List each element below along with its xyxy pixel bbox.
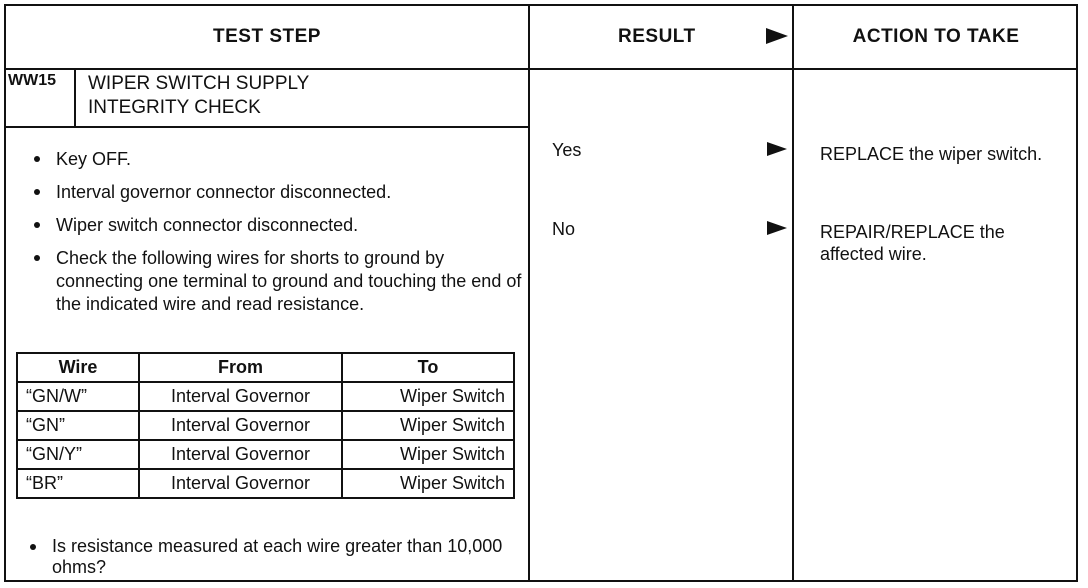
wire-table-header-row <box>17 353 514 382</box>
step-id: WW15 <box>8 72 56 89</box>
step-title-line2: INTEGRITY CHECK <box>88 97 261 118</box>
table-row <box>17 440 514 469</box>
wire-column-header: Wire <box>17 353 139 382</box>
action-yes: REPLACE the wiper switch. <box>820 144 1043 164</box>
column-divider-result-action <box>792 6 794 580</box>
from-column-header: From <box>139 353 342 382</box>
instruction-item: Key OFF. <box>26 148 526 170</box>
instructions-list <box>26 148 526 327</box>
question-text: Is resistance measured at each wire greater than 10,000 ohms? <box>22 536 522 578</box>
header-arrow-icon <box>766 28 788 44</box>
column-divider-test-result <box>528 6 530 580</box>
header-divider <box>6 68 1078 70</box>
wire-cell: “GN” <box>17 411 139 440</box>
instruction-item: Wiper switch connector disconnected. <box>26 214 526 236</box>
from-cell: Interval Governor <box>139 382 342 411</box>
from-cell: Interval Governor <box>139 469 342 498</box>
step-title <box>88 72 309 120</box>
result-no: No <box>552 219 576 239</box>
to-cell: Wiper Switch <box>342 382 514 411</box>
from-cell: Interval Governor <box>139 411 342 440</box>
wire-cell: “GN/W” <box>17 382 139 411</box>
instruction-item: Interval governor connector disconnected. <box>26 181 526 203</box>
from-cell: Interval Governor <box>139 440 342 469</box>
to-column-header: To <box>342 353 514 382</box>
table-row <box>17 382 514 411</box>
instruction-item: Check the following wires for shorts to ground by connecting one terminal to ground and touching the end of the indicated wire and read resistance. <box>26 247 526 316</box>
step-title-line1: WIPER SWITCH SUPPLY <box>88 73 310 94</box>
wire-cell: “GN/Y” <box>17 440 139 469</box>
wire-table <box>16 352 515 499</box>
question <box>22 536 522 578</box>
result-yes-arrow-icon <box>767 142 787 156</box>
to-cell: Wiper Switch <box>342 411 514 440</box>
result-yes: Yes <box>552 140 582 160</box>
table-row <box>17 411 514 440</box>
result-no-arrow-icon <box>767 221 787 235</box>
to-cell: Wiper Switch <box>342 440 514 469</box>
header-result: RESULT <box>618 26 696 47</box>
header-action: ACTION TO TAKE <box>852 26 1020 47</box>
table-row <box>17 469 514 498</box>
header-test-step: TEST STEP <box>213 26 321 47</box>
step-title-divider <box>6 126 528 128</box>
wire-cell: “BR” <box>17 469 139 498</box>
to-cell: Wiper Switch <box>342 469 514 498</box>
action-no: REPAIR/REPLACE the affected wire. <box>820 222 1005 264</box>
step-id-divider <box>74 68 76 126</box>
